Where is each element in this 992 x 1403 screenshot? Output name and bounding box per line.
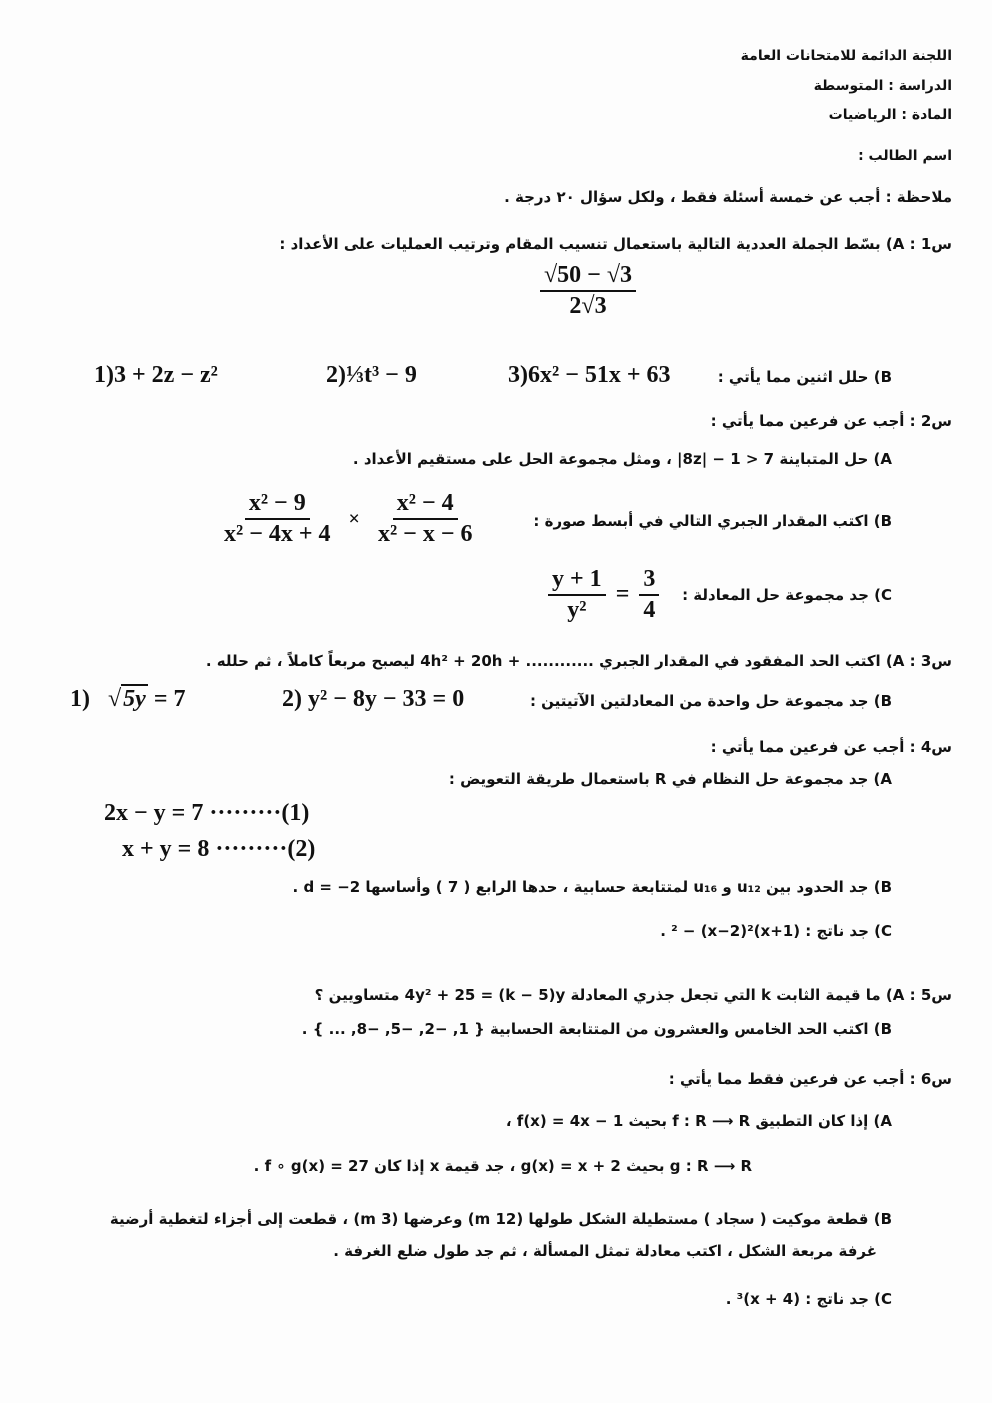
subject-label: المادة : الرياضيات (828, 107, 952, 123)
q4-eq1: 2x − y = 7 ·········(1) (104, 800, 310, 826)
q2-c-rhs-den: 4 (643, 597, 656, 623)
equals-sign: = (615, 580, 630, 607)
q2-c-lhs-den: y² (567, 597, 587, 623)
q1-b-item-2: 2)⅓t³ − 9 (326, 362, 417, 388)
q6-c-text: C) جد ناتج : (x + 4)³ . (725, 1290, 892, 1308)
q4-eq2: x + y = 8 ·········(2) (122, 836, 316, 862)
stage-label: الدراسة : المتوسطة (813, 78, 952, 94)
q2-b-frac1-den: x² − 4x + 4 (224, 521, 331, 547)
q2-b-frac2-num: x² − 4 (393, 490, 458, 520)
q6-a-text-1: A) إذا كان التطبيق f : R ⟶ R بحيث f(x) = 4x − 1 ، (505, 1112, 892, 1130)
q2-c-expression (548, 566, 659, 624)
q2-c-rhs-num: 3 (639, 566, 659, 596)
q3-label: س3 : (909, 652, 952, 670)
q3-b-item-1: 1) √5y = 7 (70, 686, 186, 712)
q6-label: س6 : أجب عن فرعين فقط مما يأتي : (668, 1070, 952, 1088)
q6-a-text-2: g : R ⟶ R بحيث g(x) = x + 2 ، جد قيمة x إذا كان f ∘ g(x) = 27 . (253, 1157, 752, 1175)
q4-label: س4 : أجب عن فرعين مما يأتي : (710, 738, 952, 756)
q4-a-text: A) جد مجموعة حل النظام في R باستعمال طريقة التعويض : (448, 770, 892, 788)
q1-a-text: A) بسّط الجملة العددية التالية باستعمال تنسيب المقام وترتيب العمليات على الأعداد : (279, 235, 905, 253)
q6-b-text-2: غرفة مربعة الشكل ، اكتب معادلة تمثل المسألة ، ثم جد طول ضلع الغرفة . (333, 1242, 877, 1260)
committee-name: اللجنة الدائمة للامتحانات العامة (740, 48, 952, 64)
q3-b-item1-rhs: = 7 (153, 686, 186, 712)
q2-label: س2 : أجب عن فرعين مما يأتي : (710, 412, 952, 430)
q6-b-text-1: B) قطعة موكيت ( سجاد ) مستطيلة الشكل طولها (12 m) وعرضها (3 m) ، قطعت إلى أجزاء لتغطية أرضية (109, 1210, 892, 1228)
q2-b-text: B) اكتب المقدار الجبري التالي في أبسط صورة : (533, 512, 892, 530)
item-number: 1) (70, 686, 90, 712)
q2-b-expression (220, 490, 477, 548)
q2-c-text: C) جد مجموعة حل المعادلة : (682, 586, 892, 604)
q4-b-text: B) جد الحدود بين u₁₂ و u₁₆ لمتتابعة حسابية ، حدها الرابع ( 7 ) وأساسها d = −2 . (292, 878, 892, 896)
q5-label: س5 : (909, 986, 952, 1004)
q1-b-text: B) حلل اثنين مما يأتي : (717, 368, 892, 386)
q5-a-text: A) ما قيمة الثابت k التي تجعل جذري المعادلة 4y² + 25 = (k − 5)y متساويين ؟ (314, 986, 905, 1004)
q1-a-expression (540, 262, 636, 320)
radicand: 5y (123, 686, 146, 712)
q3-a-text: A) اكتب الحد المفقود في المقدار الجبري ............ + 4h² + 20h ليصبح مربعاً كاملاً ، ثم حلله . (205, 652, 905, 670)
q3-b-text: B) جد مجموعة حل واحدة من المعادلتين الآتيتين : (529, 692, 892, 710)
q2-a-text: A) حل المتباينة 7 < 1 − |8z| ، ومثل مجموعة الحل على مستقيم الأعداد . (352, 450, 892, 468)
student-name-label: اسم الطالب : (858, 148, 952, 164)
exam-note: ملاحظة : أجب عن خمسة أسئلة فقط ، ولكل سؤال ٢٠ درجة . (504, 188, 952, 206)
q5-a (315, 986, 952, 1004)
q1-b-item-1: 1)3 + 2z − z² (94, 362, 218, 388)
q3-b-item-2: 2) y² − 8y − 33 = 0 (282, 686, 465, 712)
q2-b-frac1-num: x² − 9 (245, 490, 310, 520)
q4-c-text: C) جد ناتج : (x+1)² − (x−2)² . (660, 922, 892, 940)
q3-a (206, 652, 952, 670)
q2-c-lhs-num: y + 1 (548, 566, 606, 596)
q1-b-item-3: 3)6x² − 51x + 63 (508, 362, 671, 388)
q1-a-numerator: √50 − √3 (540, 262, 636, 292)
q1-label: س1 : (909, 235, 952, 253)
q5-b-text: B) اكتب الحد الخامس والعشرون من المتتابعة الحسابية { 1, −2, −5, −8, ... } . (301, 1020, 892, 1038)
q1-a (279, 235, 952, 253)
times-sign: × (348, 507, 360, 530)
q2-b-frac2-den: x² − x − 6 (377, 521, 473, 547)
q1-a-denominator: 2√3 (569, 293, 607, 319)
